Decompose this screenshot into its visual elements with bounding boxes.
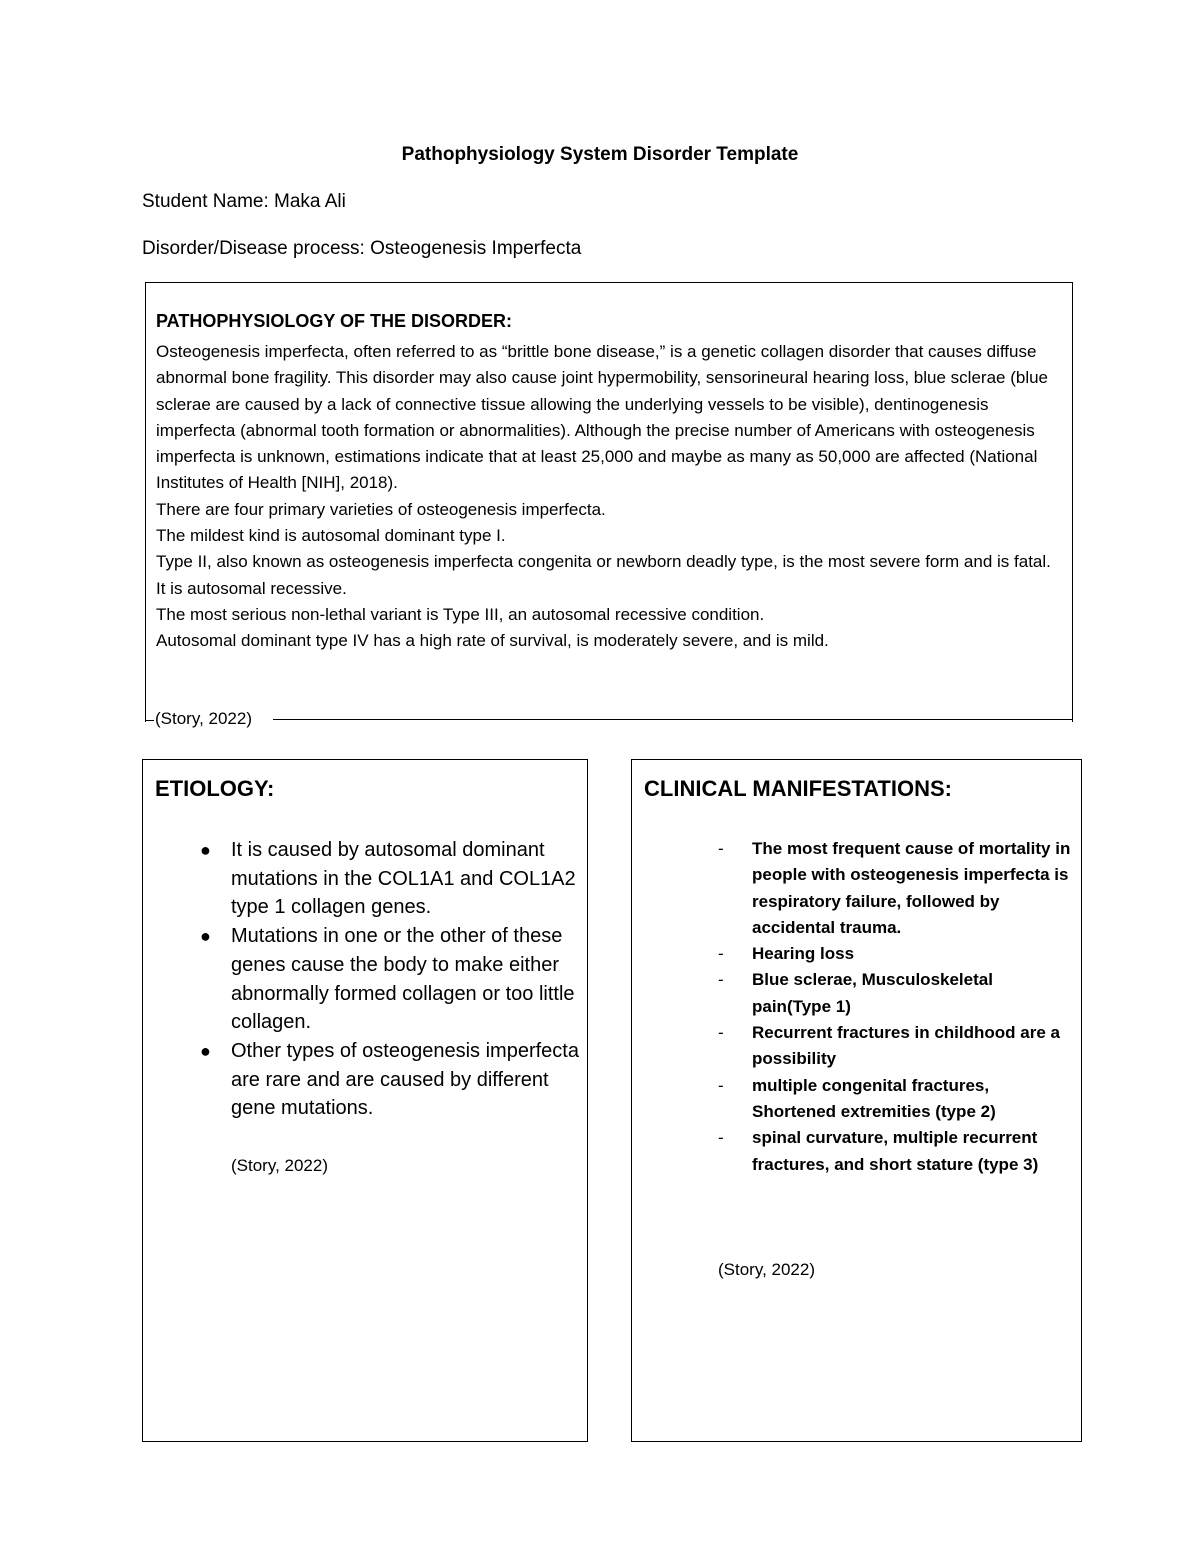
list-item: [718, 1073, 1072, 1126]
pathophysiology-paragraph: Autosomal dominant type IV has a high rate of survival, is moderately severe, and is mild.: [156, 631, 829, 651]
pathophysiology-section: [145, 282, 1073, 722]
box-bottom-border: [273, 719, 1073, 720]
pathophysiology-citation-row: [145, 709, 1073, 729]
clinical-manifestations-section: [631, 759, 1082, 1442]
etiology-item-text: It is caused by autosomal dominant mutations in the COL1A1 and COL1A2 type 1 collagen genes.: [231, 839, 576, 919]
clinical-item-text: Blue sclerae, Musculoskeletal pain(Type 1): [752, 970, 993, 1016]
clinical-item-text: Recurrent fractures in childhood are a possibility: [752, 1023, 1060, 1069]
clinical-list: [718, 836, 1072, 1178]
dash-icon: -: [718, 1128, 724, 1148]
pathophysiology-paragraph: The most serious non-lethal variant is Type III, an autosomal recessive condition.: [156, 604, 765, 624]
clinical-citation: (Story, 2022): [718, 1260, 816, 1279]
pathophysiology-heading: PATHOPHYSIOLOGY OF THE DISORDER:: [156, 311, 513, 331]
list-item: [718, 836, 1072, 941]
dash-icon: -: [718, 944, 724, 964]
dash-icon: -: [718, 1023, 724, 1043]
dash-icon: -: [718, 839, 724, 858]
etiology-list: [200, 836, 581, 1123]
disorder-line: Disorder/Disease process: Osteogenesis Imperfecta: [142, 238, 582, 259]
list-item: [718, 941, 1072, 967]
list-item: [200, 922, 581, 1037]
dash-icon: -: [718, 1075, 724, 1095]
pathophysiology-text: [156, 339, 1061, 655]
etiology-section: [142, 759, 588, 1442]
clinical-item-text: multiple congenital fractures, Shortened extremities (type 2): [752, 1075, 996, 1121]
bullet-icon: ●: [200, 926, 211, 947]
list-item: [718, 1020, 1072, 1073]
list-item: [718, 1125, 1072, 1178]
clinical-item-text: spinal curvature, multiple recurrent fractures, and short stature (type 3): [752, 1128, 1039, 1174]
etiology-item-text: Mutations in one or the other of these genes cause the body to make either abnormally formed collagen or too little collagen.: [231, 925, 575, 1034]
list-item: [718, 967, 1072, 1020]
clinical-item-text: Hearing loss: [752, 944, 855, 964]
document-title: Pathophysiology System Disorder Template: [401, 144, 799, 165]
etiology-citation: (Story, 2022): [231, 1156, 329, 1175]
etiology-heading: ETIOLOGY:: [155, 776, 275, 801]
dash-icon: -: [718, 970, 724, 990]
student-name-line: Student Name: Maka Ali: [142, 191, 346, 212]
pathophysiology-citation: (Story, 2022): [155, 709, 258, 729]
pathophysiology-paragraph: The mildest kind is autosomal dominant type I.: [156, 526, 506, 546]
bullet-icon: ●: [200, 840, 211, 860]
pathophysiology-paragraph: There are four primary varieties of osteogenesis imperfecta.: [156, 499, 606, 519]
list-item: [200, 836, 581, 922]
box-corner: [145, 709, 154, 721]
etiology-item-text: Other types of osteogenesis imperfecta are rare and are caused by different gene mutations.: [231, 1039, 579, 1120]
list-item: [200, 1037, 581, 1123]
clinical-heading: CLINICAL MANIFESTATIONS:: [644, 776, 952, 801]
pathophysiology-paragraph: Type II, also known as osteogenesis imperfecta congenita or newborn deadly type, is the most severe form and is fatal. It is autosomal recessive.: [156, 552, 1051, 598]
clinical-item-text: The most frequent cause of mortality in people with osteogenesis imperfecta is respiratory failure, followed by accidental trauma.: [752, 839, 1071, 937]
pathophysiology-paragraph: Osteogenesis imperfecta, often referred to as “brittle bone disease,” is a genetic collagen disorder that causes diffuse abnormal bone fragility. This disorder may also cause joint hypermobility, sensorineural hearing loss, blue sclerae (blue sclerae are caused by a lack of connective tissue allowing the underlying vessels to be visible), dentinogenesis imperfecta (abnormal tooth formation or abnormalities). Although the precise number of Americans with osteogenesis imperfecta is unknown, estimations indicate that at least 25,000 and maybe as many as 50,000 are affected (National Institutes of Health [NIH], 2018).: [156, 342, 1049, 493]
bullet-icon: ●: [200, 1040, 211, 1061]
